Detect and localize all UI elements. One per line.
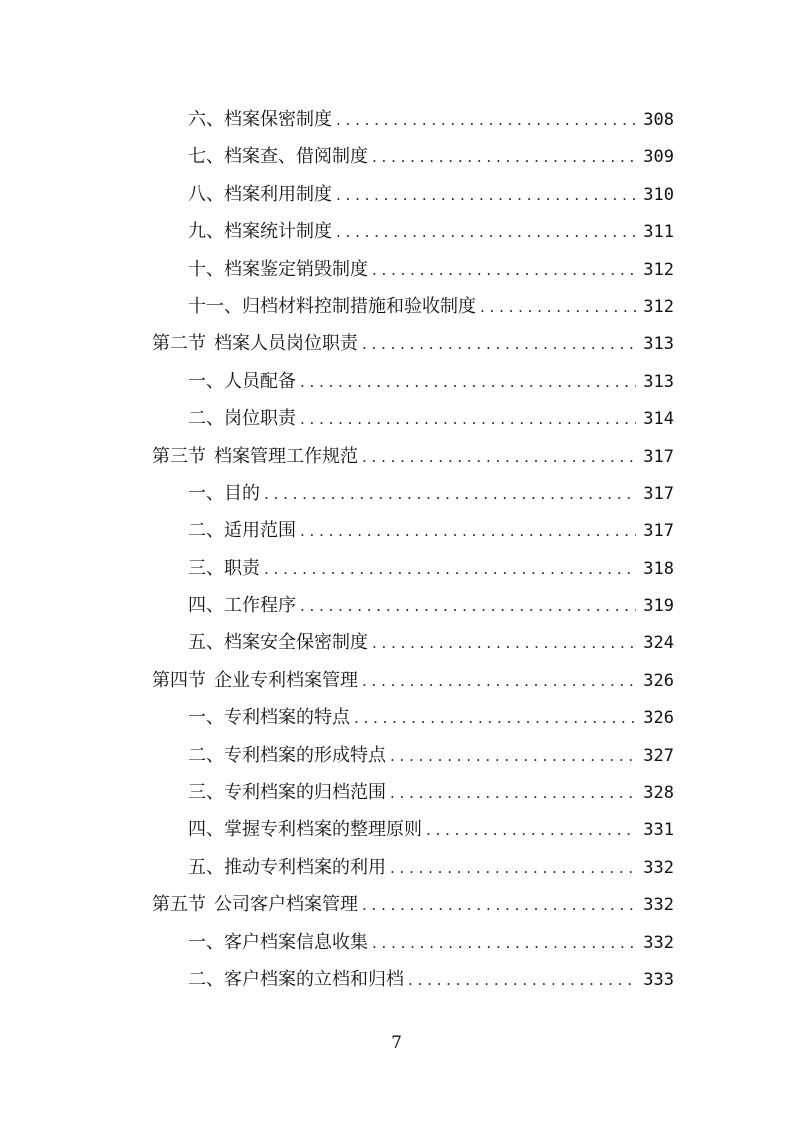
toc-section-entry[interactable]	[152, 325, 674, 362]
toc-entry-title	[188, 512, 296, 549]
toc-dot-leader	[372, 625, 636, 662]
toc-dot-leader	[300, 513, 636, 550]
toc-entry-label: 二、客户档案的立档和归档	[188, 968, 404, 990]
toc-entry-title	[188, 699, 350, 736]
toc-dot-leader	[372, 925, 636, 962]
toc-entry-label: 四、掌握专利档案的整理原则	[188, 819, 422, 841]
toc-entry[interactable]	[152, 475, 674, 512]
toc-entry-title	[188, 176, 332, 213]
toc-entry[interactable]	[152, 138, 674, 175]
toc-dot-leader	[372, 252, 636, 289]
toc-entry-title	[188, 213, 332, 250]
toc-entry[interactable]	[152, 213, 674, 250]
toc-entry-title	[152, 325, 358, 362]
toc-entry-title	[188, 550, 260, 587]
toc-entry-label: 一、专利档案的特点	[188, 707, 350, 729]
toc-page-number: 311	[643, 222, 674, 243]
toc-page-number: 319	[643, 596, 674, 617]
toc-entry[interactable]	[152, 101, 674, 138]
toc-page-number: 326	[643, 670, 674, 691]
toc-page-number: 310	[643, 184, 674, 205]
toc-dot-leader	[372, 139, 636, 176]
toc-section-number: 第四节	[152, 669, 206, 691]
toc-entry-title	[152, 438, 358, 475]
toc-page-number: 317	[643, 483, 674, 504]
toc-page-number: 332	[643, 857, 674, 878]
footer-page-number: 7	[391, 1033, 402, 1053]
toc-entry-label: 二、专利档案的形成特点	[188, 744, 386, 766]
toc-dot-leader	[300, 364, 636, 401]
toc-dot-leader	[354, 700, 636, 737]
toc-page-number: 308	[643, 110, 674, 130]
toc-entry[interactable]	[152, 251, 674, 288]
toc-dot-leader	[390, 775, 636, 812]
toc-page-number: 324	[643, 633, 674, 654]
toc-entry-title	[188, 624, 368, 661]
toc-entry[interactable]	[152, 363, 674, 400]
toc-dot-leader	[390, 738, 636, 775]
toc-dot-leader	[300, 588, 636, 625]
toc-page-number: 328	[643, 783, 674, 804]
toc-page-number: 318	[643, 558, 674, 579]
toc-entry-title	[188, 251, 368, 288]
toc-section-entry[interactable]	[152, 886, 674, 923]
toc-dot-leader	[426, 812, 636, 849]
toc-entry[interactable]	[152, 774, 674, 811]
toc-entry-label: 一、人员配备	[188, 370, 296, 392]
toc-entry-label: 档案人员岗位职责	[214, 333, 358, 355]
toc-dot-leader	[362, 887, 636, 924]
toc-entry-label: 二、岗位职责	[188, 408, 296, 430]
toc-page-number: 312	[643, 259, 674, 280]
toc-page-number: 313	[643, 334, 674, 355]
toc-dot-leader	[336, 177, 636, 214]
toc-page-number: 317	[643, 521, 674, 542]
toc-dot-leader	[264, 551, 636, 588]
toc-entry[interactable]	[152, 288, 674, 325]
toc-entry-label: 三、专利档案的归档范围	[188, 782, 386, 804]
toc-entry-title	[188, 101, 332, 138]
toc-entry-label: 一、目的	[188, 482, 260, 504]
toc-entry-label: 公司客户档案管理	[214, 894, 358, 916]
toc-entry[interactable]	[152, 811, 674, 848]
toc-dot-leader	[336, 214, 636, 251]
toc-entry[interactable]	[152, 961, 674, 998]
toc-entry-label: 企业专利档案管理	[214, 669, 358, 691]
toc-entry-title	[188, 587, 296, 624]
toc-page-number: 326	[643, 708, 674, 729]
toc-dot-leader	[362, 439, 636, 476]
toc-section-number: 第五节	[152, 894, 206, 916]
toc-entry-title	[152, 886, 358, 923]
toc-entry-title	[188, 400, 296, 437]
toc-entry-label: 八、档案利用制度	[188, 183, 332, 205]
toc-entry-label: 六、档案保密制度	[188, 109, 332, 130]
toc-page-number: 309	[643, 147, 674, 168]
toc-entry-label: 四、工作程序	[188, 595, 296, 617]
toc-entry-title	[188, 811, 422, 848]
toc-entry[interactable]	[152, 849, 674, 886]
toc-entry-title	[188, 138, 368, 175]
toc-entry-label: 三、职责	[188, 557, 260, 579]
toc-dot-leader	[480, 289, 636, 326]
toc-dot-leader	[390, 850, 636, 887]
toc-dot-leader	[408, 962, 636, 999]
toc-entry-label: 十、档案鉴定销毁制度	[188, 258, 368, 280]
toc-entry-title	[188, 737, 386, 774]
toc-dot-leader	[362, 326, 636, 363]
toc-page-number: 313	[643, 371, 674, 392]
toc-entry-label: 十一、归档材料控制措施和验收制度	[188, 295, 476, 317]
toc-section-number: 第二节	[152, 333, 206, 355]
toc-entry-label: 五、档案安全保密制度	[188, 632, 368, 654]
toc-page-number: 312	[643, 296, 674, 317]
toc-page-number: 332	[643, 895, 674, 916]
toc-entry-title	[188, 924, 368, 961]
toc-entry[interactable]	[152, 587, 674, 624]
toc-entry[interactable]	[152, 512, 674, 549]
toc-entry-title	[188, 288, 476, 325]
toc-dot-leader	[336, 102, 636, 139]
toc-section-entry[interactable]	[152, 438, 674, 475]
toc-entry-title	[188, 774, 386, 811]
toc-entry-label: 档案管理工作规范	[214, 445, 358, 467]
toc-entry[interactable]	[152, 924, 674, 961]
toc-entry[interactable]	[152, 176, 674, 213]
toc-page-number: 332	[643, 932, 674, 953]
toc-section-entry[interactable]	[152, 662, 674, 699]
toc-page-number: 331	[643, 820, 674, 841]
toc-entry[interactable]	[152, 699, 674, 736]
toc-entry-label: 五、推动专利档案的利用	[188, 856, 386, 878]
toc-entry-title	[188, 475, 260, 512]
toc-dot-leader	[264, 476, 636, 513]
toc-page-number: 314	[643, 409, 674, 430]
toc-entry[interactable]	[152, 737, 674, 774]
toc-dot-leader	[300, 401, 636, 438]
toc-entry-label: 七、档案查、借阅制度	[188, 146, 368, 168]
toc-entry-title	[188, 363, 296, 400]
toc-page-number: 327	[643, 745, 674, 766]
toc-entry[interactable]	[152, 624, 674, 661]
toc-entry-title	[188, 849, 386, 886]
toc-entry-title	[188, 961, 404, 998]
toc-section-number: 第三节	[152, 445, 206, 467]
toc-entry-label: 二、适用范围	[188, 520, 296, 542]
toc-entry[interactable]	[152, 550, 674, 587]
toc-dot-leader	[362, 663, 636, 700]
toc-entry-title	[152, 662, 358, 699]
toc-entry-label: 九、档案统计制度	[188, 221, 332, 243]
toc-entry[interactable]	[152, 400, 674, 437]
toc-entry-label: 一、客户档案信息收集	[188, 931, 368, 953]
toc-page-number: 317	[643, 446, 674, 467]
table-of-contents	[152, 101, 674, 998]
toc-page-number: 333	[643, 969, 674, 990]
